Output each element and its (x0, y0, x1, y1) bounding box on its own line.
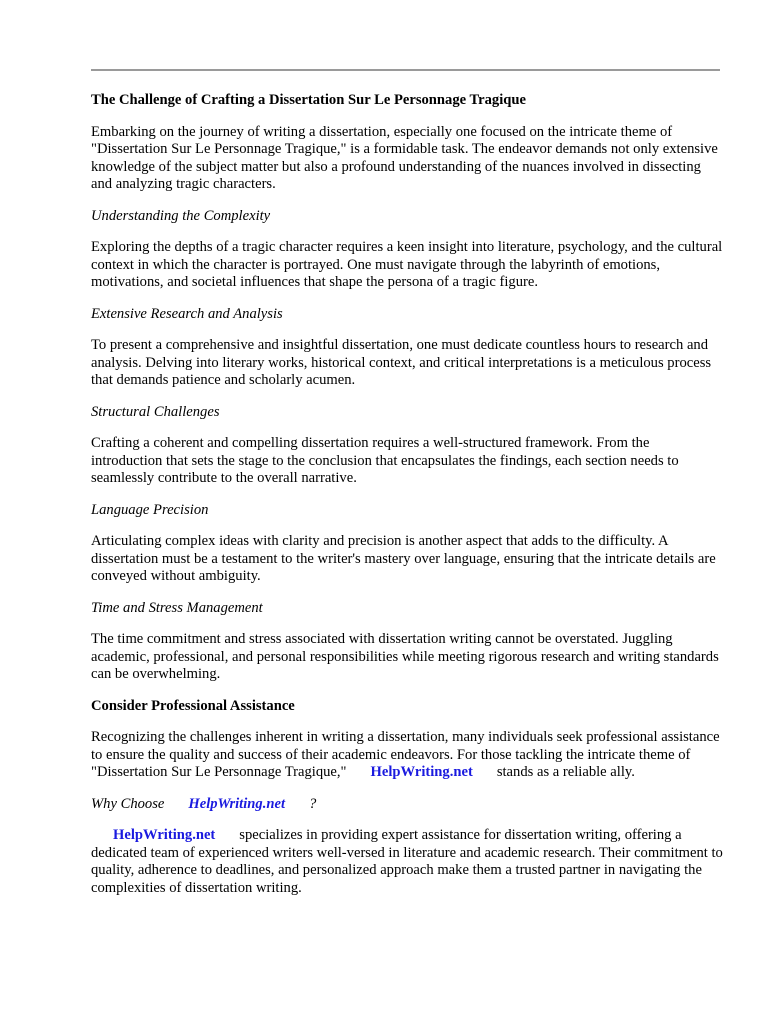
closing-text: specializes in providing expert assistance for dissertation writing, offering a dedicated team of experienced writers well-versed in literature and academic research. Their commitment to quality, adherence to deadlines, and personalized approach make them a trusted partner in navigating the complexities of dissertation writing. (91, 827, 723, 896)
section-body-time: The time commitment and stress associated with dissertation writing cannot be overstated. Juggling academic, professional, and personal responsibilities while meeting rigorous research and writing standards can be overwhelming. (91, 631, 719, 682)
assistance-heading: Consider Professional Assistance (91, 697, 295, 714)
why-choose-prefix: Why Choose (91, 795, 165, 812)
section-body-structural: Crafting a coherent and compelling dissertation requires a well-structured framework. From the introduction that sets the stage to the conclusion that encapsulates the findings, each section needs to seamlessly contribute to the overall narrative. (91, 435, 679, 486)
assistance-text-after: stands as a reliable ally. (496, 764, 635, 780)
why-choose-heading (91, 796, 723, 814)
section-body-research: To present a comprehensive and insightful dissertation, one must dedicate countless hours to research and analysis. Delving into literary works, historical context, and critical interpretations is a meticulous process that demands patience and scholarly acumen. (91, 337, 712, 388)
section-body-language: Articulating complex ideas with clarity and precision is another aspect that adds to the difficulty. A dissertation must be a testament to the writer's mastery over language, ensuring that the intricate details are conveyed without ambiguity. (91, 533, 716, 584)
section-heading-time: Time and Stress Management (91, 599, 263, 616)
assistance-paragraph (91, 729, 723, 782)
section-body-complexity: Exploring the depths of a tragic character requires a keen insight into literature, psychology, and the cultural context in which the character is portrayed. One must navigate through the labyrinth of emotions, motivations, and societal influences that shape the persona of a tragic figure. (91, 239, 723, 290)
document-body (91, 92, 723, 911)
intro-paragraph: Embarking on the journey of writing a dissertation, especially one focused on the intricate theme of "Dissertation Sur Le Personnage Tragique," is a formidable task. The endeavor demands not only extensive knowledge of the subject matter but also a profound understanding of the nuances involved in dissecting and analyzing tragic characters. (91, 123, 718, 192)
section-heading-complexity: Understanding the Complexity (91, 207, 271, 224)
document-title: The Challenge of Crafting a Dissertation Sur Le Personnage Tragique (91, 92, 526, 108)
why-choose-suffix: ? (309, 795, 317, 812)
helpwriting-link-2[interactable]: HelpWriting.net (188, 795, 286, 812)
helpwriting-link-3[interactable]: HelpWriting.net (113, 827, 216, 843)
section-heading-structural: Structural Challenges (91, 403, 220, 420)
assistance-text-before: Recognizing the challenges inherent in writing a dissertation, many individuals seek professional assistance to ensure the quality and success of their academic endeavors. For those tackling the intricate theme of "Dissertation Sur Le Personnage Tragique," (91, 729, 720, 780)
top-divider (91, 69, 720, 71)
closing-paragraph (91, 827, 723, 897)
helpwriting-link-1[interactable]: HelpWriting.net (370, 764, 473, 780)
section-heading-research: Extensive Research and Analysis (91, 305, 283, 322)
section-heading-language: Language Precision (91, 501, 209, 518)
